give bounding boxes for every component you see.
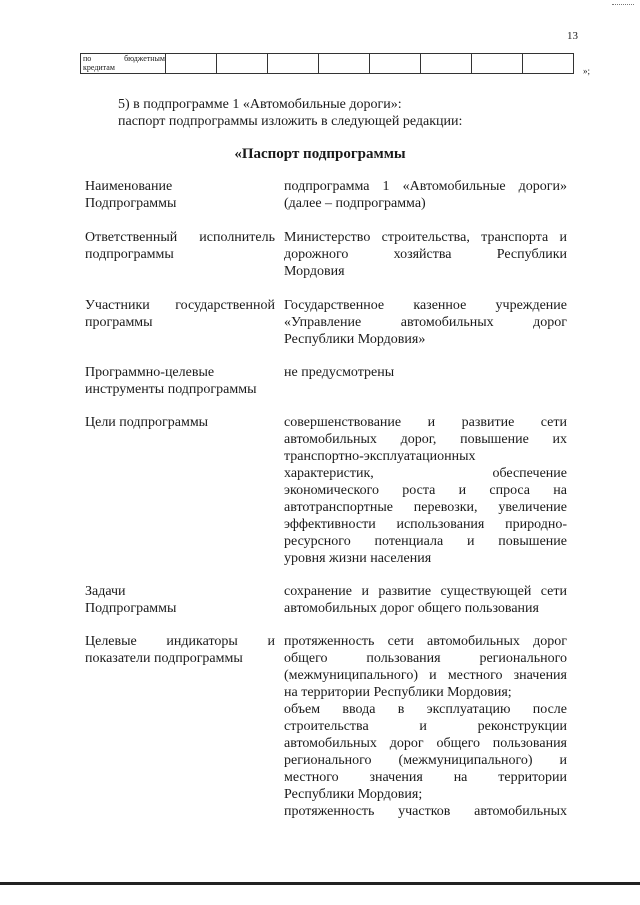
row-label bbox=[85, 297, 275, 331]
page-number: 13 bbox=[567, 30, 578, 42]
cell-line: по бюджетным bbox=[83, 54, 165, 63]
value-line: эффективности использования природно- bbox=[284, 517, 567, 532]
row-label bbox=[85, 364, 275, 398]
row-value bbox=[284, 364, 567, 381]
label-line: Цели подпрограммы bbox=[85, 415, 209, 430]
value-line: совершенствование и развитие сети bbox=[284, 415, 567, 430]
value-line: ресурсного потенциала и повышение bbox=[284, 534, 567, 549]
table-row bbox=[81, 54, 574, 74]
row-label bbox=[85, 414, 275, 431]
value-line: дорожного хозяйства Республики bbox=[284, 247, 567, 262]
label-line: подпрограммы bbox=[85, 247, 174, 262]
label-line: Ответственный исполнитель bbox=[85, 230, 275, 245]
table-cell-label bbox=[81, 54, 166, 74]
value-line: местного значения на территории bbox=[284, 770, 567, 785]
row-label bbox=[85, 229, 275, 263]
budget-table-fragment bbox=[80, 53, 574, 74]
intro-line: паспорт подпрограммы изложить в следующей редакции: bbox=[118, 114, 463, 129]
value-line: не предусмотрены bbox=[284, 365, 395, 380]
table-cell bbox=[421, 54, 472, 74]
value-line: Министерство строительства, транспорта и bbox=[284, 230, 567, 245]
scan-bottom-edge bbox=[0, 882, 640, 885]
value-line: Государственное казенное учреждение bbox=[284, 298, 567, 313]
table-cell bbox=[523, 54, 574, 74]
label-line: Программно-целевые bbox=[85, 365, 215, 380]
value-line: (далее – подпрограмма) bbox=[284, 196, 426, 211]
passport-title: «Паспорт подпрограммы bbox=[234, 146, 406, 162]
label-line: Задачи bbox=[85, 584, 126, 599]
amendment-intro bbox=[118, 96, 462, 130]
value-line: протяженность участков автомобильных bbox=[284, 804, 567, 819]
row-label bbox=[85, 633, 275, 667]
row-value bbox=[284, 583, 567, 617]
row-value bbox=[284, 178, 567, 212]
closing-quote: »; bbox=[583, 66, 591, 76]
label-line: Наименование bbox=[85, 179, 173, 194]
value-line: транспортно-эксплуатационных bbox=[284, 449, 476, 464]
label-line: показатели подпрограммы bbox=[85, 651, 243, 666]
row-value bbox=[284, 633, 567, 820]
row-label bbox=[85, 583, 275, 617]
value-line: «Управление автомобильных дорог bbox=[284, 315, 567, 330]
table-cell bbox=[217, 54, 268, 74]
value-line: автомобильных дорог общего пользования bbox=[284, 601, 539, 616]
value-line: на территории Республики Мордовия; bbox=[284, 685, 512, 700]
value-line: подпрограмма 1 «Автомобильные дороги» bbox=[284, 179, 567, 194]
scan-artifact bbox=[612, 4, 634, 6]
label-line: инструменты подпрограммы bbox=[85, 382, 257, 397]
table-cell bbox=[268, 54, 319, 74]
table-cell bbox=[472, 54, 523, 74]
value-line: объем ввода в эксплуатацию после bbox=[284, 702, 567, 717]
label-line: Подпрограммы bbox=[85, 196, 177, 211]
value-line: Республики Мордовия» bbox=[284, 332, 426, 347]
value-line: (межмуниципального) и местного значения bbox=[284, 668, 567, 683]
intro-line: 5) в подпрограмме 1 «Автомобильные дороги»: bbox=[118, 97, 402, 112]
value-line: автотранспортные перевозки, увеличение bbox=[284, 500, 567, 515]
value-line: автомобильных дорог общего пользования bbox=[284, 736, 567, 751]
value-line: общего пользования регионального bbox=[284, 651, 567, 666]
table-cell bbox=[166, 54, 217, 74]
value-line: сохранение и развитие существующей сети bbox=[284, 584, 567, 599]
row-value bbox=[284, 297, 567, 348]
table-cell bbox=[319, 54, 370, 74]
table-cell bbox=[370, 54, 421, 74]
value-line: Мордовия bbox=[284, 264, 345, 279]
value-line: характеристик, обеспечение bbox=[284, 466, 567, 481]
value-line: протяженность сети автомобильных дорог bbox=[284, 634, 567, 649]
value-line: Республики Мордовия; bbox=[284, 787, 423, 802]
label-line: программы bbox=[85, 315, 153, 330]
row-value bbox=[284, 414, 567, 567]
label-line: Участники государственной bbox=[85, 298, 275, 313]
value-line: экономического роста и спроса на bbox=[284, 483, 567, 498]
value-line: автомобильных дорог, повышение их bbox=[284, 432, 567, 447]
value-line: строительства и реконструкции bbox=[284, 719, 567, 734]
row-label bbox=[85, 178, 275, 212]
value-line: уровня жизни населения bbox=[284, 551, 432, 566]
label-line: Подпрограммы bbox=[85, 601, 177, 616]
label-line: Целевые индикаторы и bbox=[85, 634, 275, 649]
value-line: регионального (межмуниципального) и bbox=[284, 753, 567, 768]
cell-line: кредитам bbox=[83, 63, 115, 72]
row-value bbox=[284, 229, 567, 280]
